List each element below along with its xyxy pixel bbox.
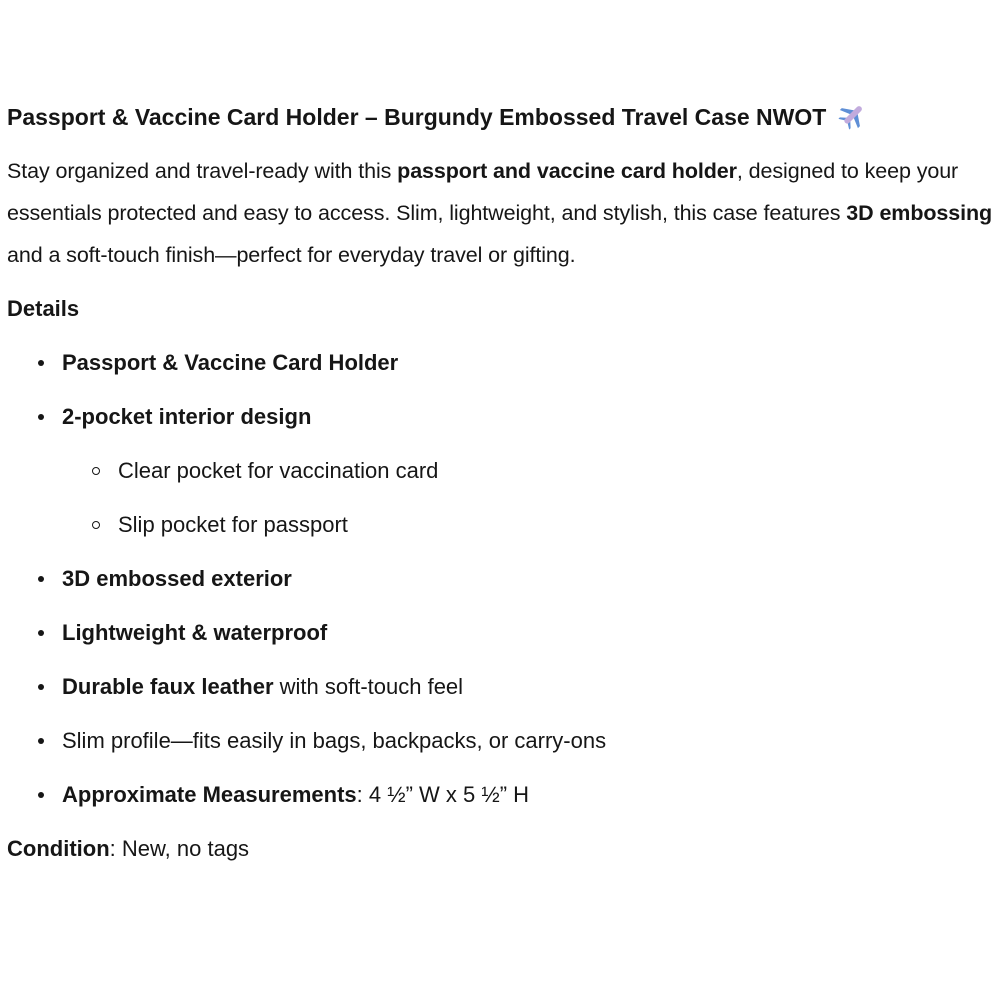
text-segment: Lightweight & waterproof <box>62 620 328 645</box>
listing-title-text: Passport & Vaccine Card Holder – Burgundy Embossed Travel Case NWOT <box>7 104 827 130</box>
detail-subitem <box>7 504 994 546</box>
text-segment: and a soft-touch finish—perfect for everyday travel or gifting. <box>7 243 576 267</box>
text-segment: : 4 ½” W x 5 ½” H <box>356 782 530 807</box>
intro-paragraph <box>7 150 994 276</box>
text-segment: : New, no tags <box>109 836 250 861</box>
detail-item-text <box>62 728 606 753</box>
detail-item-text <box>62 782 529 807</box>
detail-item-text <box>62 350 398 375</box>
detail-subitem <box>7 450 994 492</box>
condition-line <box>7 828 994 870</box>
detail-item <box>7 396 994 438</box>
text-segment: Approximate Measurements <box>62 782 357 807</box>
bullet-marker <box>38 630 44 636</box>
text-segment: 3D embossed exterior <box>62 566 292 591</box>
text-segment: 3D embossing <box>846 201 993 225</box>
listing-title <box>7 96 994 138</box>
detail-item <box>7 558 994 600</box>
text-segment: Stay organized and travel-ready with this <box>7 159 398 183</box>
text-segment: 2-pocket interior design <box>62 404 312 429</box>
text-segment: with soft-touch feel <box>273 674 464 699</box>
circle-marker <box>92 467 100 475</box>
text-segment: Passport & Vaccine Card Holder <box>62 350 399 375</box>
detail-item <box>7 612 994 654</box>
text-segment: , designed to keep your essentials protected and easy to access. Slim, lightweight, and stylish, this case features <box>7 159 959 225</box>
detail-item <box>7 774 994 816</box>
text-segment: Durable faux leather <box>62 674 274 699</box>
airplane-fuselage <box>843 105 863 125</box>
detail-item <box>7 342 994 384</box>
detail-item-text <box>62 674 463 699</box>
detail-item <box>7 666 994 708</box>
bullet-marker <box>38 414 44 420</box>
text-segment: Condition <box>7 836 110 861</box>
bullet-marker <box>38 360 44 366</box>
bullet-marker <box>38 792 44 798</box>
details-list <box>7 342 994 816</box>
bullet-marker <box>38 738 44 744</box>
detail-item-text <box>118 458 438 483</box>
detail-item-text <box>62 620 327 645</box>
detail-item-text <box>62 566 292 591</box>
bullet-marker <box>38 684 44 690</box>
text-segment: Clear pocket for vaccination card <box>118 458 439 483</box>
circle-marker <box>92 521 100 529</box>
detail-item-text <box>62 404 311 429</box>
detail-item-text <box>118 512 348 537</box>
bullet-marker <box>38 576 44 582</box>
airplane-emoji-icon <box>836 100 868 132</box>
details-heading: Details <box>7 296 80 321</box>
text-segment: passport and vaccine card holder <box>397 159 737 183</box>
text-segment: Slim profile—fits easily in bags, backpacks, or carry-ons <box>62 728 607 753</box>
text-segment: Slip pocket for passport <box>118 512 348 537</box>
detail-item <box>7 720 994 762</box>
